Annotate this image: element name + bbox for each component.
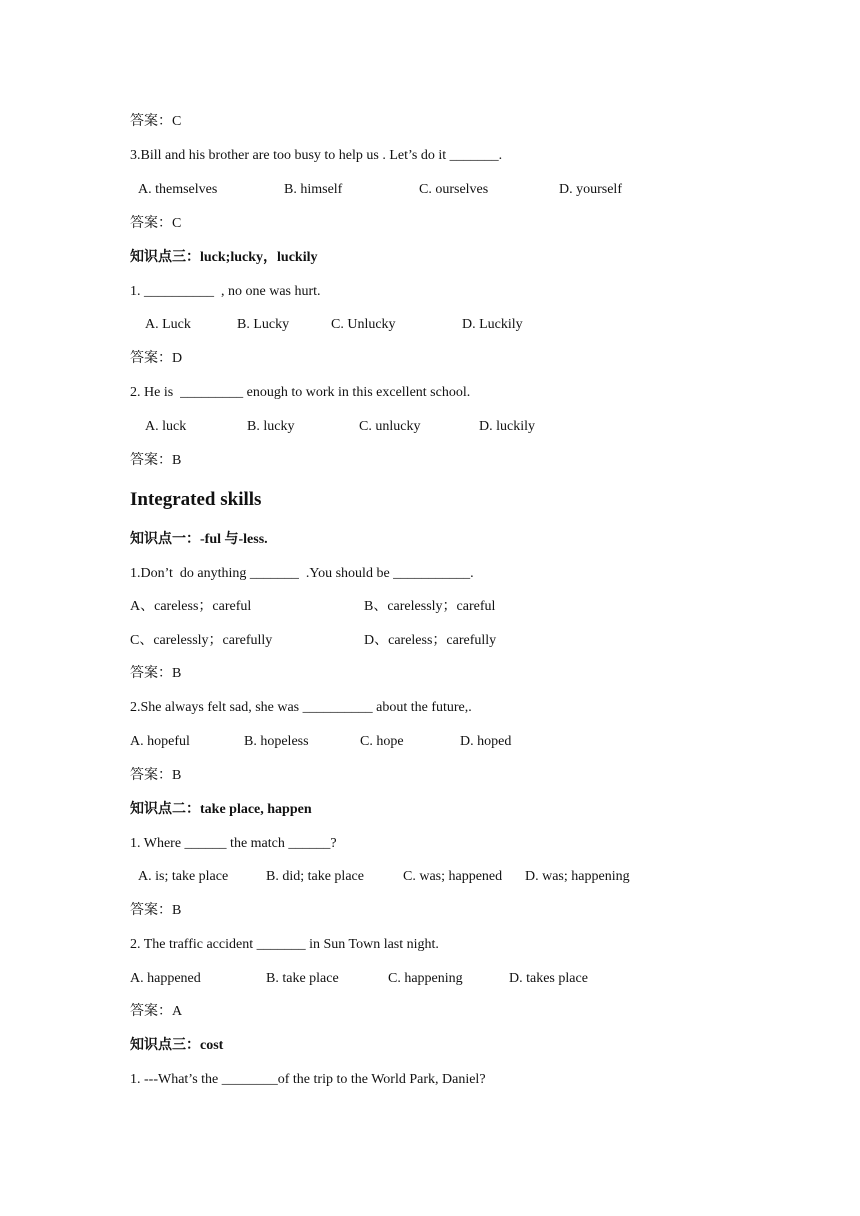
- option-b: B. take place: [266, 971, 339, 986]
- answer-text: 答案：B: [130, 768, 182, 783]
- option-d: D、careless；carefully: [364, 633, 497, 648]
- answer-text: 答案：C: [130, 114, 182, 129]
- option-a: A. Luck: [145, 317, 191, 332]
- question-text: 2.She always felt sad, she was __________ about the future,.: [130, 700, 472, 715]
- question-text: 1.Don’t do anything _______ .You should be ___________.: [130, 566, 474, 581]
- option-c: C. unlucky: [359, 419, 421, 434]
- option-a: A. themselves: [138, 182, 218, 197]
- answer-text: 答案：A: [130, 1004, 183, 1019]
- option-b: B、carelessly；careful: [364, 599, 496, 614]
- option-a: A. happened: [130, 971, 201, 986]
- question-text: 1. Where ______ the match ______?: [130, 836, 337, 851]
- option-d: D. luckily: [479, 419, 535, 434]
- option-b: B. did; take place: [266, 869, 364, 884]
- option-b: B. hopeless: [244, 734, 309, 749]
- option-c: C. hope: [360, 734, 404, 749]
- question-text: 1. ---What’s the ________of the trip to the World Park, Daniel?: [130, 1072, 486, 1087]
- option-c: C、carelessly；carefully: [130, 633, 273, 648]
- answer-text: 答案：B: [130, 666, 182, 681]
- question-text: 3.Bill and his brother are too busy to help us . Let’s do it _______.: [130, 148, 503, 163]
- section-heading: Integrated skills: [130, 489, 262, 510]
- option-a: A、careless；careful: [130, 599, 252, 614]
- option-c: C. was; happened: [403, 869, 503, 884]
- option-d: D. Luckily: [462, 317, 523, 332]
- option-d: D. takes place: [509, 971, 588, 986]
- option-c: C. happening: [388, 971, 463, 986]
- option-b: B. himself: [284, 182, 343, 197]
- knowledge-point-heading: 知识点三：luck;lucky，luckily: [130, 250, 318, 265]
- answer-text: 答案：C: [130, 216, 182, 231]
- question-text: 1. __________ , no one was hurt.: [130, 284, 321, 299]
- answer-text: 答案：B: [130, 903, 182, 918]
- option-c: C. Unlucky: [331, 317, 396, 332]
- option-b: B. Lucky: [237, 317, 290, 332]
- option-b: B. lucky: [247, 419, 295, 434]
- option-d: D. hoped: [460, 734, 512, 749]
- option-a: A. is; take place: [138, 869, 229, 884]
- option-a: A. hopeful: [130, 734, 190, 749]
- option-d: D. yourself: [559, 182, 622, 197]
- answer-text: 答案：B: [130, 453, 182, 468]
- knowledge-point-heading: 知识点一：-ful 与-less.: [130, 532, 268, 547]
- option-a: A. luck: [145, 419, 187, 434]
- option-c: C. ourselves: [419, 182, 489, 197]
- option-d: D. was; happening: [525, 869, 630, 884]
- answer-text: 答案：D: [130, 351, 183, 366]
- question-text: 2. He is _________ enough to work in this excellent school.: [130, 385, 471, 400]
- question-text: 2. The traffic accident _______ in Sun Town last night.: [130, 937, 439, 952]
- knowledge-point-heading: 知识点二：take place, happen: [130, 802, 312, 817]
- knowledge-point-heading: 知识点三：cost: [130, 1038, 224, 1053]
